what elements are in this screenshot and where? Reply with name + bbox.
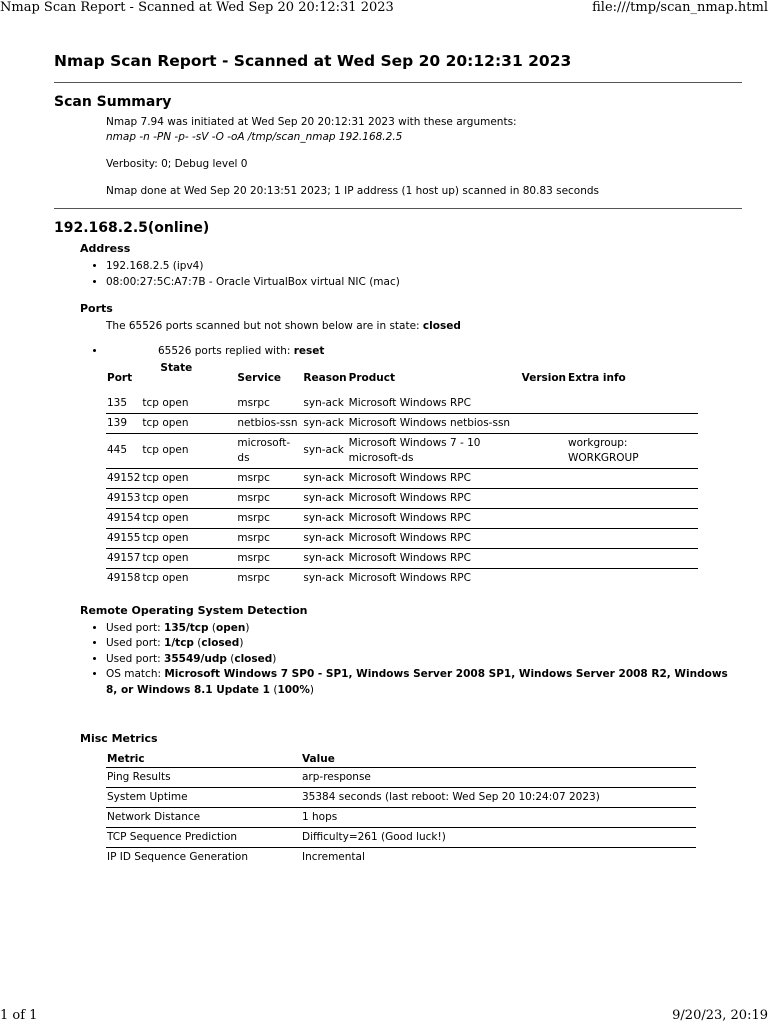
- print-footer: [0, 1008, 768, 1023]
- list-item: • 192.168.2.5 (ipv4): [106, 259, 742, 275]
- value-cell: 35384 seconds (last reboot: Wed Sep 20 10:24:07 2023): [301, 788, 696, 808]
- os-item-status: 100%: [277, 683, 310, 696]
- metrics-table: [106, 751, 696, 867]
- port-cell: 135: [106, 394, 141, 414]
- address-list: [54, 259, 742, 290]
- proto-text: tcp: [142, 511, 159, 524]
- service-cell: netbios-ssn: [236, 413, 302, 433]
- reason-cell: syn-ack: [302, 488, 347, 508]
- product-cell: Microsoft Windows RPC: [348, 528, 521, 548]
- print-header: [0, 0, 768, 15]
- proto-text: tcp: [142, 571, 159, 584]
- table-row: [106, 508, 698, 528]
- metric-cell: IP ID Sequence Generation: [107, 851, 248, 863]
- proto-text: tcp: [142, 551, 159, 564]
- reason-cell: syn-ack: [302, 548, 347, 568]
- os-item-suffix: ): [272, 652, 277, 665]
- table-row: [106, 488, 698, 508]
- proto-text: tcp: [142, 491, 159, 504]
- verbosity-text: Verbosity: 0; Debug level 0: [106, 158, 248, 170]
- proto-text: tcp: [142, 416, 159, 429]
- list-item: • 08:00:27:5C:A7:7B - Oracle VirtualBox virtual NIC (mac): [106, 275, 742, 291]
- os-item-prefix: Used port:: [106, 652, 165, 665]
- version-cell: [521, 568, 567, 588]
- value-cell: arp-response: [301, 768, 696, 788]
- extra-info-cell: workgroup: WORKGROUP: [567, 433, 698, 468]
- product-cell: Microsoft Windows RPC: [348, 468, 521, 488]
- version-cell: [521, 433, 567, 468]
- service-cell: msrpc: [236, 528, 302, 548]
- reason-cell: syn-ack: [302, 528, 347, 548]
- service-cell: microsoft-ds: [236, 433, 302, 468]
- port-cell: 139: [106, 413, 141, 433]
- metric-cell: TCP Sequence Prediction: [106, 828, 301, 848]
- port-cell: 49154: [106, 508, 141, 528]
- state-text: open: [162, 491, 189, 504]
- address-heading: Address: [80, 242, 131, 255]
- service-cell: msrpc: [236, 488, 302, 508]
- metric-cell: System Uptime: [106, 788, 301, 808]
- extra-ports-reason: reset: [293, 345, 325, 357]
- version-cell: [521, 528, 567, 548]
- table-row: [106, 768, 696, 788]
- scan-summary-heading: Scan Summary: [54, 94, 172, 110]
- ports-table-body: [106, 394, 698, 588]
- proto-text: tcp: [142, 471, 159, 484]
- metric-cell: Ping Results: [106, 768, 301, 788]
- extra-info-cell: [567, 394, 698, 414]
- done-text: Nmap done at Wed Sep 20 20:13:51 2023; 1 IP address (1 host up) scanned in 80.83 seconds: [106, 185, 600, 197]
- version-cell: [521, 394, 567, 414]
- state-cell: [141, 488, 236, 508]
- table-row: [106, 433, 698, 468]
- col-service: Service: [237, 371, 282, 384]
- list-item: [106, 621, 742, 637]
- list-item: [106, 667, 742, 698]
- extra-info-cell: [567, 528, 698, 548]
- port-cell: 49157: [106, 548, 141, 568]
- version-cell: [521, 488, 567, 508]
- reason-cell: syn-ack: [303, 571, 344, 584]
- host-heading: 192.168.2.5(online): [54, 220, 210, 236]
- service-cell: msrpc: [236, 468, 302, 488]
- extra-info-cell: [567, 468, 698, 488]
- extra-ports-text: 65526 ports replied with:: [158, 345, 294, 357]
- print-header-url: file:///tmp/scan_nmap.html: [592, 0, 768, 15]
- product-cell: Microsoft Windows 7 - 10 microsoft-ds: [348, 433, 521, 468]
- ports-table: [106, 361, 698, 588]
- list-item: [106, 652, 742, 668]
- table-row: [106, 548, 698, 568]
- table-row: [106, 394, 698, 414]
- table-row: [106, 828, 696, 848]
- state-text: open: [162, 444, 189, 456]
- value-cell: Difficulty=261 (Good luck!): [301, 828, 696, 848]
- col-product: Product: [348, 371, 395, 384]
- col-state-label: State: [160, 361, 193, 374]
- os-item-value: 35549/udp: [164, 652, 227, 665]
- value-cell: 1 hops: [301, 808, 696, 828]
- ports-note-state: closed: [422, 320, 461, 332]
- product-cell: Microsoft Windows RPC: [348, 488, 521, 508]
- metric-cell: Network Distance: [106, 808, 301, 828]
- col-state: [141, 361, 236, 394]
- report-content: [54, 52, 742, 867]
- service-cell: msrpc: [236, 394, 302, 414]
- table-row: [106, 413, 698, 433]
- print-timestamp: 9/20/23, 20:19: [672, 1008, 768, 1023]
- state-cell: [141, 413, 236, 433]
- product-cell: Microsoft Windows RPC: [348, 394, 521, 414]
- col-reason: Reason: [303, 371, 347, 384]
- os-item-sep: (: [270, 683, 278, 696]
- os-item-suffix: ): [245, 621, 250, 634]
- misc-heading: Misc Metrics: [80, 732, 158, 745]
- col-version: Version: [521, 371, 567, 384]
- list-item: [106, 344, 742, 360]
- os-item-status: closed: [201, 637, 240, 649]
- product-cell: Microsoft Windows RPC: [348, 571, 471, 584]
- state-cell: [141, 394, 236, 414]
- state-cell: [141, 508, 236, 528]
- extra-info-cell: [567, 488, 698, 508]
- state-text: open: [162, 551, 189, 564]
- value-cell: Incremental: [302, 851, 365, 863]
- os-item-sep: (: [208, 621, 216, 634]
- state-cell: [141, 433, 236, 468]
- proto-text: tcp: [142, 444, 159, 456]
- product-cell: Microsoft Windows netbios-ssn: [348, 413, 521, 433]
- table-row: [106, 788, 696, 808]
- divider: [54, 208, 742, 209]
- col-port: Port: [107, 371, 133, 384]
- os-item-status: open: [215, 621, 246, 634]
- table-row: [106, 808, 696, 828]
- os-item-value: Microsoft Windows 7 SP0 - SP1, Windows Server 2008 SP1, Windows Server 2008 R2, Windows 8, or Windows 8.1 Update 1: [106, 668, 728, 696]
- state-text: open: [162, 571, 189, 584]
- state-cell: [141, 528, 236, 548]
- os-item-suffix: ): [239, 637, 244, 649]
- state-text: open: [162, 471, 189, 484]
- table-row: [106, 848, 696, 868]
- service-cell: msrpc: [236, 508, 302, 528]
- os-item-sep: (: [226, 652, 235, 665]
- table-row: [106, 528, 698, 548]
- os-item-sep: (: [193, 637, 202, 649]
- table-row: [106, 568, 698, 588]
- col-metric: Metric: [106, 751, 301, 768]
- command-text: nmap -n -PN -p- -sV -O -oA /tmp/scan_nmap 192.168.2.5: [106, 131, 403, 143]
- page-count: 1 of 1: [0, 1008, 38, 1023]
- state-cell: [141, 568, 236, 588]
- version-cell: [521, 468, 567, 488]
- ports-note-text: The 65526 ports scanned but not shown below are in state:: [106, 320, 423, 332]
- metrics-table-body: [106, 768, 696, 868]
- reason-cell: syn-ack: [302, 468, 347, 488]
- col-extra: Extra info: [568, 371, 626, 384]
- extra-info-cell: [567, 548, 698, 568]
- reason-cell: syn-ack: [302, 508, 347, 528]
- port-cell: 49158: [107, 571, 141, 584]
- proto-text: tcp: [142, 396, 159, 409]
- list-item: [106, 636, 742, 652]
- os-item-suffix: ): [309, 683, 314, 696]
- os-item-prefix: Used port:: [106, 637, 165, 649]
- os-item-prefix: OS match:: [106, 668, 165, 680]
- state-cell: [141, 468, 236, 488]
- page-title: Nmap Scan Report - Scanned at Wed Sep 20 20:12:31 2023: [54, 52, 572, 70]
- os-item-value: 1/tcp: [164, 637, 194, 649]
- extra-info-cell: [567, 568, 698, 588]
- extra-info-cell: [567, 508, 698, 528]
- proto-text: tcp: [142, 531, 159, 544]
- state-text: open: [162, 396, 189, 409]
- port-cell: 49152: [106, 468, 141, 488]
- state-cell: [141, 548, 236, 568]
- port-cell: 445: [106, 433, 141, 468]
- ports-heading: Ports: [80, 302, 113, 315]
- os-heading: Remote Operating System Detection: [80, 603, 308, 617]
- state-text: open: [162, 531, 189, 544]
- reason-cell: syn-ack: [302, 413, 347, 433]
- reason-cell: syn-ack: [302, 433, 347, 468]
- service-cell: msrpc: [236, 548, 302, 568]
- product-cell: Microsoft Windows RPC: [348, 508, 521, 528]
- os-item-status: closed: [234, 652, 273, 665]
- reason-cell: syn-ack: [302, 394, 347, 414]
- version-cell: [521, 413, 567, 433]
- col-value: Value: [301, 751, 696, 768]
- state-text: open: [162, 511, 189, 524]
- version-cell: [521, 548, 567, 568]
- product-cell: Microsoft Windows RPC: [348, 548, 521, 568]
- table-row: [106, 468, 698, 488]
- extra-info-cell: [567, 413, 698, 433]
- extra-ports-list: [54, 344, 742, 360]
- os-item-value: 135/tcp: [164, 621, 209, 634]
- port-cell: 49155: [106, 528, 141, 548]
- state-text: open: [162, 416, 189, 429]
- os-item-prefix: Used port:: [106, 621, 165, 634]
- ports-note: [106, 319, 742, 334]
- port-cell: 49153: [106, 488, 141, 508]
- service-cell: msrpc: [237, 571, 270, 584]
- divider: [54, 82, 742, 83]
- os-list: [54, 621, 742, 699]
- print-header-title: Nmap Scan Report - Scanned at Wed Sep 20 20:12:31 2023: [0, 0, 394, 15]
- version-cell: [521, 508, 567, 528]
- initiated-text: Nmap 7.94 was initiated at Wed Sep 20 20:12:31 2023 with these arguments:: [106, 116, 517, 128]
